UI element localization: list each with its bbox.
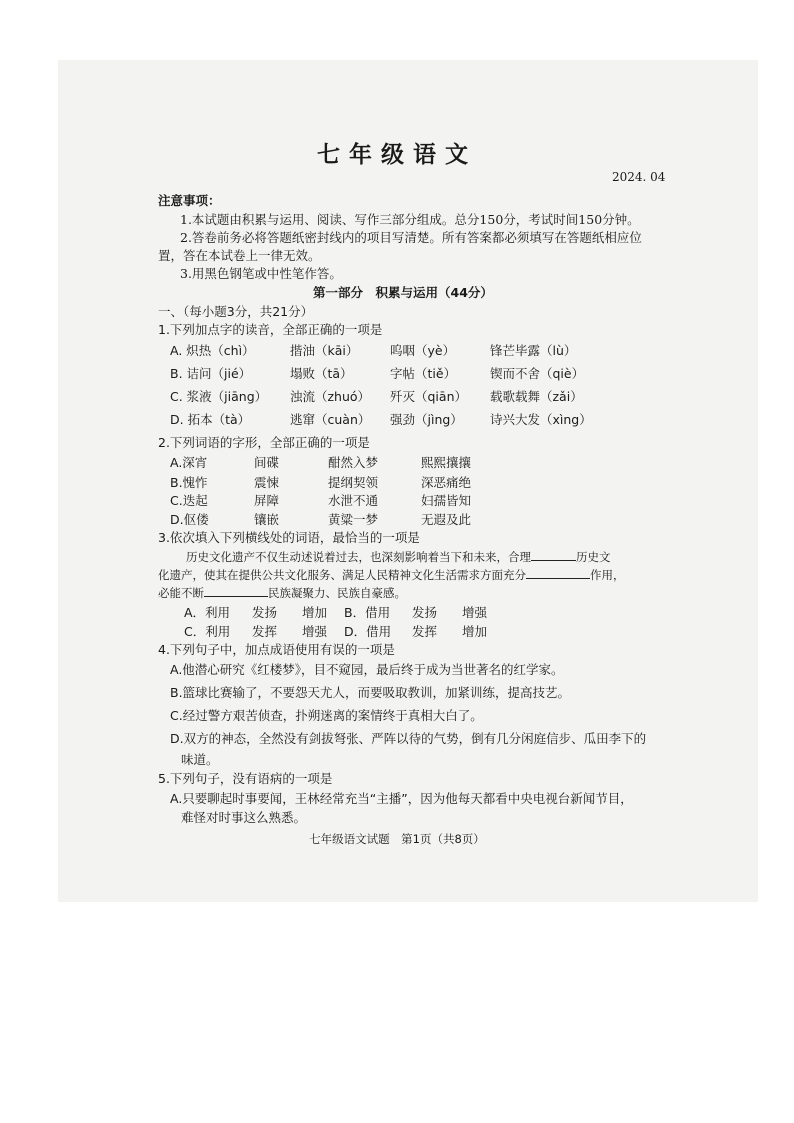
- passage-text: 作用，: [590, 568, 625, 582]
- option-word: 发挥: [412, 624, 438, 639]
- option-word: 妇孺皆知: [421, 493, 472, 508]
- option-word: 发挥: [252, 624, 278, 639]
- option-word: A. 炽热（chì）: [170, 343, 255, 358]
- option-word: 增强: [302, 624, 328, 639]
- option-word: 字帖（tiě）: [390, 366, 457, 381]
- question-stem: 1.下列加点字的读音，全部正确的一项是: [158, 322, 383, 337]
- option-word: 增加: [462, 624, 488, 639]
- option-word: B．借用: [344, 605, 391, 620]
- option-word: 深恶痛绝: [421, 475, 472, 490]
- page-footer: 七年级语文试题 第1页（共8页）: [309, 832, 485, 846]
- option-word: 发扬: [412, 605, 438, 620]
- option-word: 震悚: [254, 475, 280, 490]
- question-stem: 5.下列句子，没有语病的一项是: [158, 771, 333, 786]
- passage-line: [158, 584, 406, 601]
- option-word: 强劲（jìng）: [390, 412, 463, 427]
- option-word: 镶嵌: [254, 512, 280, 527]
- fill-blank: [526, 566, 590, 579]
- option-word: C.迭起: [170, 493, 208, 508]
- option-line: 难怪对时事这么熟悉。: [181, 810, 307, 825]
- option-word: B. 诘问（jié）: [170, 366, 252, 381]
- option-word: D.伛偻: [170, 512, 209, 527]
- option-word: 无遐及此: [421, 512, 472, 527]
- option-word: 提纲契领: [328, 475, 379, 490]
- option-word: C．利用: [184, 624, 231, 639]
- passage-text: 历史文: [576, 550, 611, 564]
- exam-title: 七年级语文: [317, 141, 477, 168]
- option-word: 载歌载舞（zǎi）: [490, 389, 583, 404]
- passage-text: 化遗产，使其在提供公共文化服务、满足人民精神文化生活需求方面充分: [158, 568, 526, 582]
- notice-item: 1.本试题由积累与运用、阅读、写作三部分组成。总分150分，考试时间150分钟。: [180, 212, 640, 227]
- fill-blank: [531, 548, 576, 561]
- exam-date: 2024. 04: [612, 170, 666, 184]
- option-word: 逃窜（cuàn）: [290, 412, 371, 427]
- option-word: 歼灭（qiān）: [390, 389, 467, 404]
- passage-line: [158, 566, 625, 583]
- notice-item: 3.用黑色钢笔或中性笔作答。: [180, 266, 342, 281]
- option-word: 浊流（zhuó）: [290, 389, 371, 404]
- option-line: D.双方的神态，全然没有剑拔弩张、严阵以待的气势，倒有几分闲庭信步、瓜田李下的: [170, 731, 647, 746]
- option-line: A.他潜心研究《红楼梦》，目不窥园，最后终于成为当世著名的红学家。: [170, 662, 564, 677]
- section-heading: 一、（每小题3分，共21分）: [158, 304, 314, 319]
- option-word: 锋芒毕露（lù）: [490, 343, 577, 358]
- notice-heading: 注意事项：: [158, 193, 221, 208]
- passage-text: 历史文化遗产不仅生动述说着过去，也深刻影响着当下和未来，合理: [186, 550, 531, 564]
- option-word: C. 浆液（jiāng）: [170, 389, 268, 404]
- option-word: 揩油（kāi）: [290, 343, 359, 358]
- option-word: 增强: [462, 605, 488, 620]
- option-word: 锲而不舍（qiè）: [490, 366, 585, 381]
- option-word: 酣然入梦: [328, 455, 379, 470]
- option-word: 黄粱一梦: [328, 512, 379, 527]
- option-word: 熙熙攘攘: [421, 455, 472, 470]
- fill-blank: [204, 584, 268, 597]
- option-word: 屏障: [254, 493, 280, 508]
- option-word: 间碟: [254, 455, 280, 470]
- option-word: B.愧怍: [170, 475, 208, 490]
- option-word: 呜咽（yè）: [390, 343, 456, 358]
- question-stem: 4.下列句子中，加点成语使用有误的一项是: [158, 642, 395, 657]
- passage-line: [186, 548, 611, 565]
- notice-item: 2.答卷前务必将答题纸密封线内的项目写清楚。所有答案都必须填写在答题纸相应位: [180, 230, 642, 245]
- option-line: 味道。: [181, 752, 219, 767]
- option-word: 诗兴大发（xìng）: [490, 412, 592, 427]
- notice-item: 置，答在本试卷上一律无效。: [158, 248, 321, 263]
- option-word: 塌败（tā）: [290, 366, 353, 381]
- passage-text: 民族凝聚力、民族自豪感。: [268, 586, 406, 600]
- option-line: C.经过警方艰苦侦查，扑朔迷离的案情终于真相大白了。: [170, 708, 483, 723]
- question-stem: 2.下列词语的字形，全部正确的一项是: [158, 435, 370, 450]
- option-word: A．利用: [184, 605, 231, 620]
- option-word: 水泄不通: [328, 493, 379, 508]
- part-heading: 第一部分 积累与运用（44分）: [313, 285, 493, 300]
- option-word: A.深宵: [170, 455, 208, 470]
- option-word: D. 拓本（tà）: [170, 412, 251, 427]
- option-line: B.篮球比赛输了，不要怨天尤人，而要吸取教训，加紧训练，提高技艺。: [170, 685, 571, 700]
- passage-text: 必能不断: [158, 586, 204, 600]
- question-stem: 3.依次填入下列横线处的词语，最恰当的一项是: [158, 530, 420, 545]
- option-word: D．借用: [344, 624, 392, 639]
- option-line: A.只要聊起时事要闻，王林经常充当“主播”，因为他每天都看中央电视台新闻节目，: [170, 791, 633, 806]
- option-word: 增加: [302, 605, 328, 620]
- option-word: 发扬: [252, 605, 278, 620]
